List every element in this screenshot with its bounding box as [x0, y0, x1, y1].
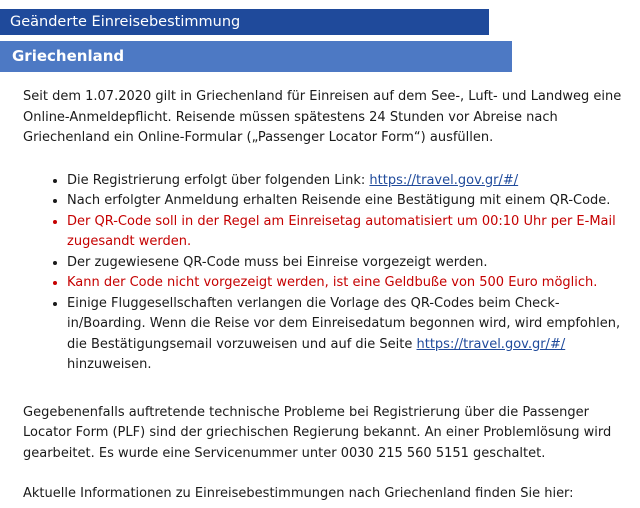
list-item [67, 191, 623, 212]
bullet-registration-text: Die Registrierung erfolgt über folgenden Link: [67, 172, 370, 188]
country-title: Griechenland [12, 47, 125, 65]
article-content [23, 87, 623, 505]
bullet-fine-text: Kann der Code nicht vorgezeigt werden, ist eine Geldbuße von 500 Euro möglich. [67, 275, 598, 290]
list-item [67, 294, 623, 376]
intro-paragraph: Seit dem 1.07.2020 gilt in Griechenland für Einreisen auf dem See-, Luft- und Landweg eine Online-Anmeldepflicht. Reisende müssen spätestens 24 Stunden vor Abreise nach Griechenland ein Online-Formular („Passenger Locator Form“) ausfüllen. [23, 89, 622, 145]
section-title-bar [0, 9, 489, 35]
list-item [67, 253, 623, 274]
bullet-confirmation-text: Nach erfolgter Anmeldung erhalten Reisende eine Bestätigung mit einem QR-Code. [67, 193, 611, 208]
bullet-qr-email-text: Der QR-Code soll in der Regel am Einreisetag automatisiert um 00:10 Uhr per E-Mail zugesandt werden. [67, 213, 616, 249]
bullet-airline-suffix: hinzuweisen. [67, 357, 152, 372]
registration-link[interactable]: https://travel.gov.gr/#/ [369, 172, 519, 188]
info-bullet-list [23, 171, 623, 376]
list-item [67, 212, 623, 253]
bullet-qr-show-text: Der zugewiesene QR-Code muss bei Einreise vorgezeigt werden. [67, 254, 488, 270]
bullet-airline-text: Einige Fluggesellschaften verlangen die Vorlage des QR-Codes beim Check-in/Boarding. Wenn die Reise vor dem Einreisedatum begonnen wird, wird empfohlen, die Bestätigungsemail vorzuweisen und auf die Seite [67, 295, 621, 352]
country-title-bar [0, 41, 512, 72]
list-item [67, 171, 623, 192]
list-item [67, 273, 623, 294]
problems-paragraph: Gegebenenfalls auftretende technische Probleme bei Registrierung über die Passenger Locator Form (PLF) sind der griechischen Regierung bekannt. An einer Problemlösung wird gearbeitet. Es wurde eine Servicenummer unter 0030 215 560 5151 geschaltet. [23, 404, 612, 461]
travel-gov-link[interactable]: https://travel.gov.gr/#/ [416, 336, 566, 352]
section-title: Geänderte Einreisebestimmung [10, 14, 241, 30]
current-info-paragraph: Aktuelle Informationen zu Einreisebestimmungen nach Griechenland finden Sie hier: [23, 486, 574, 501]
